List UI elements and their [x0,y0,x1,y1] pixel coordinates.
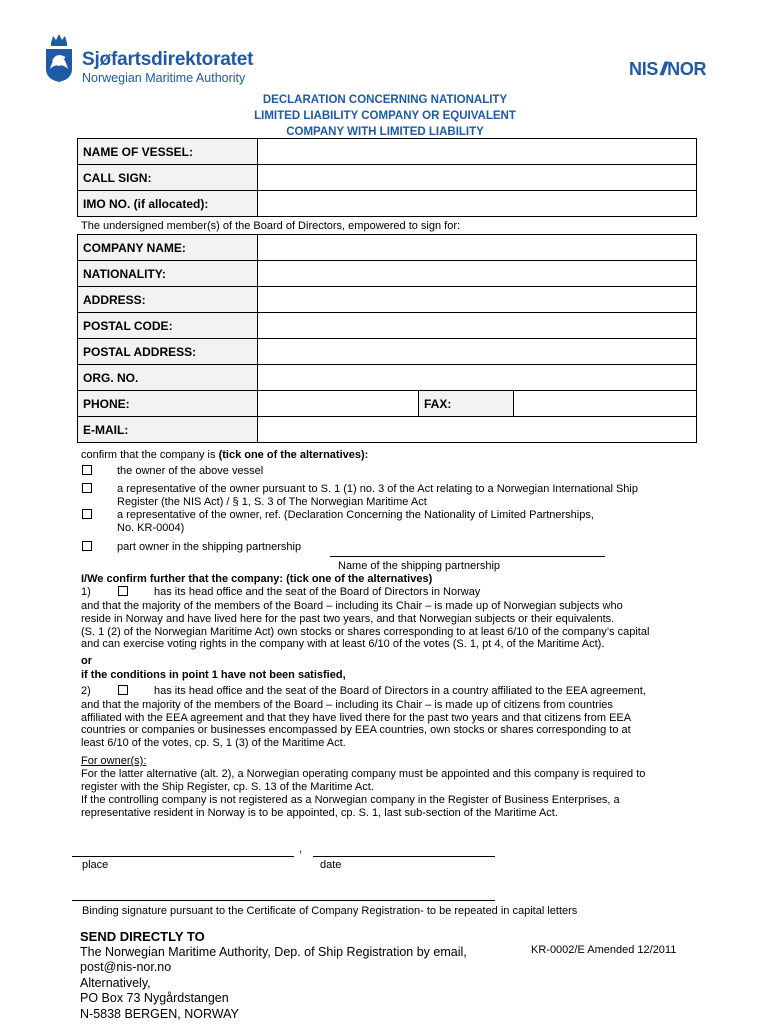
nationality-label: NATIONALITY: [78,261,258,287]
document-title [200,92,570,140]
opt-part-owner-text: part owner in the shipping partnership [117,541,302,553]
call-sign-label: CALL SIGN: [78,165,258,191]
partnership-name-line[interactable] [330,556,605,557]
owners-line3: If the controlling company is not registered as a Norwegian company in the Register of Business Enterprises, a [81,794,620,806]
alt2-para-line3: countries or companies or businesses encompassed by EEA countries, own stocks or shares corresponding to at [81,724,631,736]
vessel-name-field[interactable] [258,139,697,165]
fax-field[interactable] [514,391,697,417]
opt-representative-kr-line1: a representative of the owner, ref. (Declaration Concerning the Nationality of Limited Partnerships, [117,509,594,521]
form-number: KR-0002/E Amended 12/2011 [531,944,677,956]
date-caption: date [320,859,342,871]
nis-logo-slash: // [660,59,665,79]
alt1-text: has its head office and the seat of the Board of Directors in Norway [154,586,481,598]
postal-code-label: POSTAL CODE: [78,313,258,339]
signature-line[interactable] [72,900,495,901]
place-caption: place [82,859,109,871]
alt1-para-line3: (S. 1 (2) of the Norwegian Maritime Act) own stocks or shares corresponding to at least 6/10 of the company’s capital [81,626,650,638]
nma-logo [44,33,304,88]
send-heading: SEND DIRECTLY TO [80,929,205,944]
email-label: E-MAIL: [78,417,258,443]
org-subtitle: Norwegian Maritime Authority [82,71,246,85]
alt2-checkbox[interactable] [118,685,128,695]
confirm-intro [81,449,368,462]
postal-address-label: POSTAL ADDRESS: [78,339,258,365]
org-no-label: ORG. NO. [78,365,258,391]
phone-field[interactable] [258,391,419,417]
partnership-caption: Name of the shipping partnership [338,560,501,572]
title-line-1: DECLARATION CONCERNING NATIONALITY [262,94,508,106]
postal-address-field[interactable] [258,339,697,365]
place-date-comma: , [299,843,303,855]
nationality-field[interactable] [258,261,697,287]
alt2-para-line1: and that the majority of the members of the Board – including its Chair – is made up of citizens from countries [81,699,613,711]
call-sign-field[interactable] [258,165,697,191]
representative-nis-checkbox[interactable] [82,483,92,493]
alt2-para-line2: affiliated with the EEA agreement and that they have lived there for the past two years and that citizens from EEA [81,712,632,724]
place-line[interactable] [72,856,294,857]
owners-line2: register with the Ship Register, cp. S. 13 of the Maritime Act. [81,781,374,793]
company-table [77,234,697,443]
send-address-block [80,929,467,1022]
company-name-field[interactable] [258,235,697,261]
confirm-intro-text: confirm that the company is [81,449,219,461]
company-name-label: COMPANY NAME: [78,235,258,261]
alt1-para-line4: and can exercise voting rights in the company with at least 6/10 of the votes (S. 1, pt 4, of the Maritime Act). [81,638,605,650]
send-line-5: N-5838 BERGEN, NORWAY [80,1006,239,1021]
opt-owner-text: the owner of the above vessel [117,465,264,477]
vessel-table [77,138,697,217]
send-line-4: PO Box 73 Nygårdstangen [80,991,229,1005]
org-name: Sjøfartsdirektoratet [82,49,254,70]
or-text: or [81,655,92,667]
undersigned-text: The undersigned member(s) of the Board of Directors, empowered to sign for: [81,220,461,232]
address-label: ADDRESS: [78,287,258,313]
owners-line1: For the latter alternative (alt. 2), a Norwegian operating company must be appointed and this company is required to [81,768,646,780]
alt1-para-line1: and that the majority of the members of the Board – including its Chair – is made up of Norwegian subjects who [81,600,623,612]
part-owner-checkbox[interactable] [82,541,92,551]
nis-logo-left: NIS [629,59,659,79]
title-line-3: COMPANY WITH LIMITED LIABILITY [286,126,484,138]
email-field[interactable] [258,417,697,443]
alt1-para-line2: reside in Norway and have lived here for the past two years, and that Norwegian subjects or their equivalents. [81,613,615,625]
opt-representative-nis-line1: a representative of the owner pursuant to S. 1 (1) no. 3 of the Act relating to a Norwegian International Ship [117,483,638,495]
opt-representative-kr-line2: No. KR-0004) [117,522,185,534]
alt2-text: has its head office and the seat of the Board of Directors in a country affiliated to the EEA agreement, [154,685,646,697]
nis-nor-logo [629,59,706,80]
owner-checkbox[interactable] [82,465,92,475]
alt1-number: 1) [81,586,91,598]
fax-label: FAX: [419,391,514,417]
further-heading: I/We confirm further that the company: (tick one of the alternatives) [81,573,433,585]
title-line-2: LIMITED LIABILITY COMPANY OR EQUIVALENT [254,110,516,122]
vessel-name-label: NAME OF VESSEL: [78,139,258,165]
if-not-text: if the conditions in point 1 have not been satisfied, [81,669,346,681]
send-line-3: Alternatively, [80,975,151,990]
date-line[interactable] [313,856,495,857]
imo-field[interactable] [258,191,697,217]
address-field[interactable] [258,287,697,313]
opt-representative-nis-line2: Register (the NIS Act) / § 1, S. 3 of The Norwegian Maritime Act [117,496,427,508]
postal-code-field[interactable] [258,313,697,339]
alt2-para-line4: least 6/10 of the votes, cp. S, 1 (3) of the Maritime Act. [81,737,346,749]
org-no-field[interactable] [258,365,697,391]
coat-of-arms-icon [44,33,74,83]
binding-signature-caption: Binding signature pursuant to the Certificate of Company Registration- to be repeated in capital letters [82,905,578,917]
owners-line4: representative resident in Norway is to be appointed, cp. S. 1, last sub-section of the Maritime Act. [81,807,558,819]
send-line-1: The Norwegian Maritime Authority, Dep. of Ship Registration by email, [80,944,467,959]
alt1-checkbox[interactable] [118,586,128,596]
owners-heading: For owner(s): [81,755,147,767]
confirm-intro-bold: (tick one of the alternatives): [218,449,369,461]
phone-label: PHONE: [78,391,258,417]
nis-logo-right: NOR [667,59,707,79]
imo-label: IMO NO. (if allocated): [78,191,258,217]
alt2-number: 2) [81,685,91,697]
representative-kr-checkbox[interactable] [82,509,92,519]
send-email[interactable]: post@nis-nor.no [80,960,172,974]
